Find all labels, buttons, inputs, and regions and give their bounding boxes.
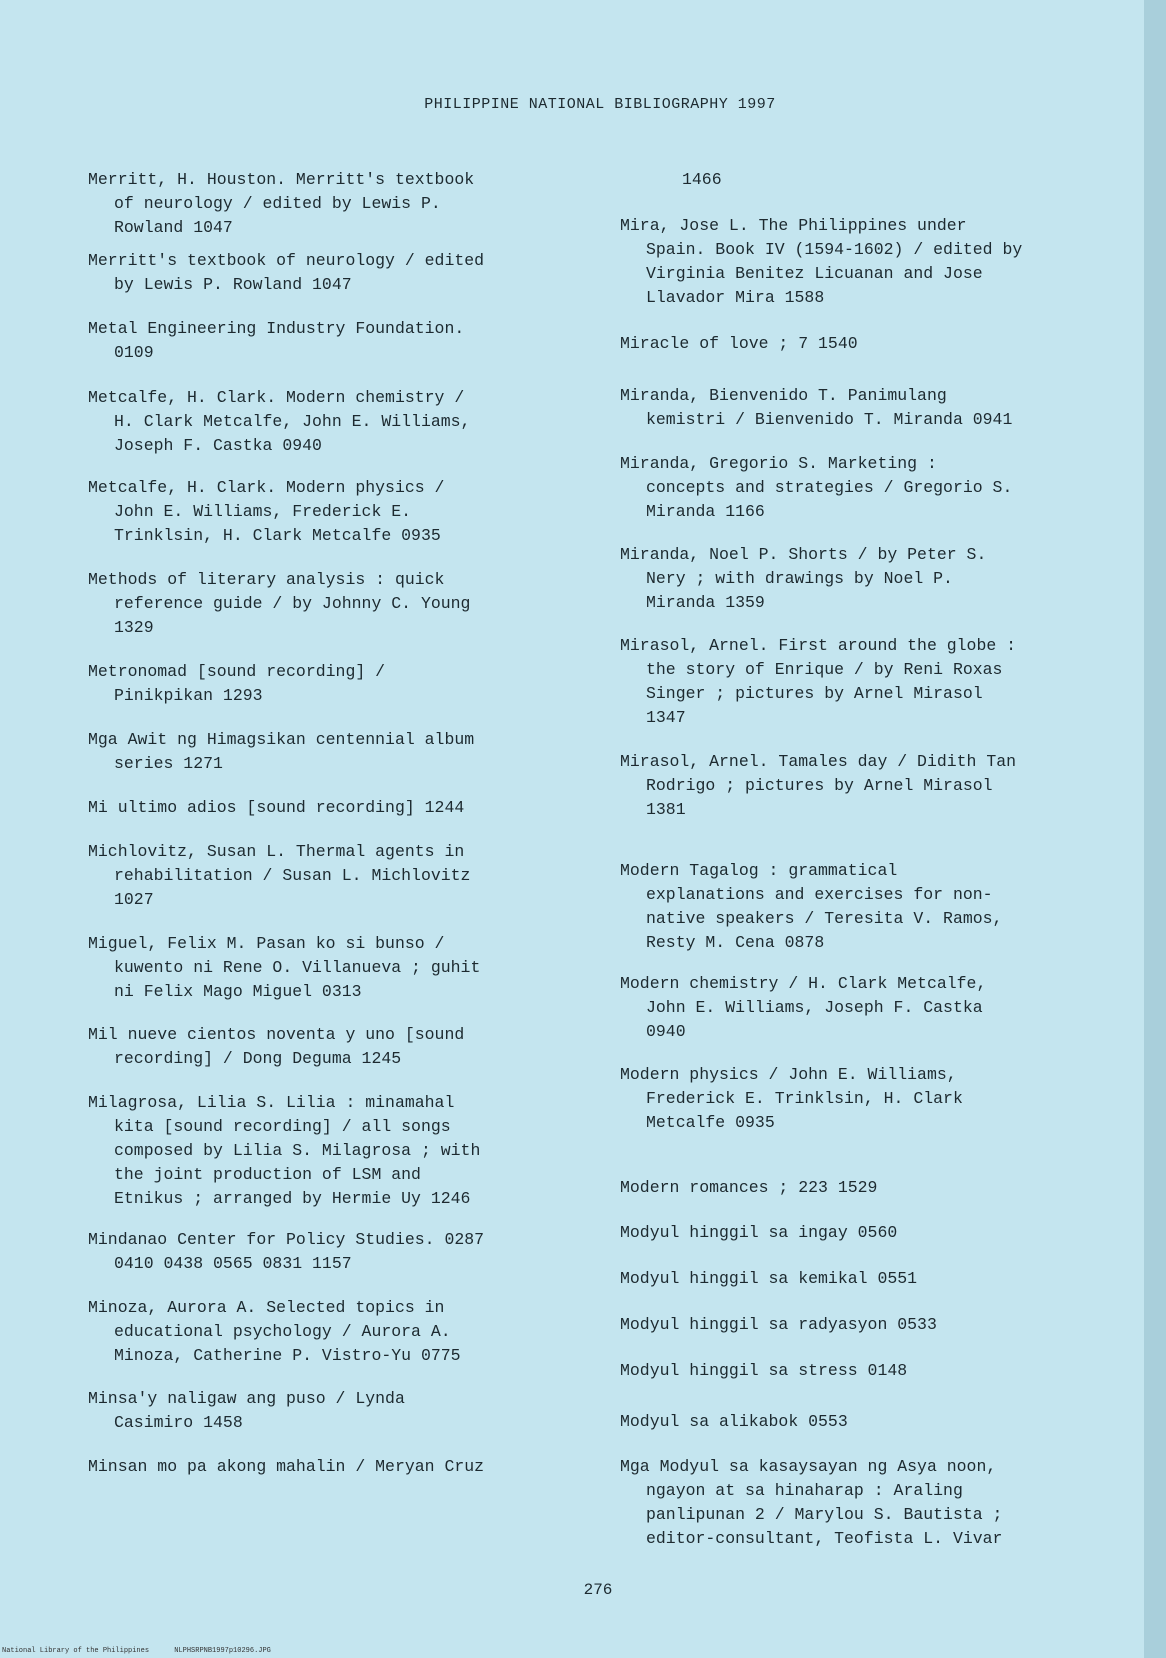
index-entry: 1466 — [682, 170, 722, 189]
index-entry: Mga Modyul sa kasaysayan ng Asya noon, ngayon at sa hinaharap : Araling panlipunan 2 / Marylou S. Bautista ; editor-consultant, Teofista L. Vivar — [620, 1457, 1003, 1548]
index-entry: Metronomad [sound recording] / Pinikpikan 1293 — [88, 662, 386, 705]
index-entry: Methods of literary analysis : quick reference guide / by Johnny C. Young 1329 — [88, 570, 471, 637]
scan-footer — [2, 1647, 271, 1655]
index-entry: Metcalfe, H. Clark. Modern physics / John E. Williams, Frederick E. Trinklsin, H. Clark Metcalfe 0935 — [88, 478, 445, 545]
index-entry: Mga Awit ng Himagsikan centennial album series 1271 — [88, 730, 475, 773]
index-entry: Minoza, Aurora A. Selected topics in educational psychology / Aurora A. Minoza, Catherine P. Vistro-Yu 0775 — [88, 1298, 461, 1365]
index-entry: Miranda, Gregorio S. Marketing : concepts and strategies / Gregorio S. Miranda 1166 — [620, 454, 1013, 521]
running-title: PHILIPPINE NATIONAL BIBLIOGRAPHY 1997 — [424, 96, 776, 113]
index-entry: Metal Engineering Industry Foundation. 0109 — [88, 319, 465, 362]
index-entry: Miguel, Felix M. Pasan ko si bunso / kuwento ni Rene O. Villanueva ; guhit ni Felix Mago Miguel 0313 — [88, 934, 481, 1001]
index-entry: Michlovitz, Susan L. Thermal agents in rehabilitation / Susan L. Michlovitz 1027 — [88, 842, 471, 909]
index-entry: Miranda, Bienvenido T. Panimulang kemistri / Bienvenido T. Miranda 0941 — [620, 386, 1013, 429]
index-entry: Modern Tagalog : grammatical explanations and exercises for non- native speakers / Teresita V. Ramos, Resty M. Cena 0878 — [620, 861, 1003, 952]
index-entry: Merritt, H. Houston. Merritt's textbook of neurology / edited by Lewis P. Rowland 1047 — [88, 170, 475, 237]
index-entry: Mi ultimo adios [sound recording] 1244 — [88, 798, 465, 817]
index-entry: Milagrosa, Lilia S. Lilia : minamahal kita [sound recording] / all songs composed by Lilia S. Milagrosa ; with the joint production of LSM and Etnikus ; arranged by Hermie Uy 1246 — [88, 1093, 481, 1208]
index-entry: Modern chemistry / H. Clark Metcalfe, John E. Williams, Joseph F. Castka 0940 — [620, 974, 987, 1041]
index-entry: Mirasol, Arnel. Tamales day / Didith Tan Rodrigo ; pictures by Arnel Mirasol 1381 — [620, 752, 1017, 819]
index-entry: Modern romances ; 223 1529 — [620, 1178, 878, 1197]
index-entry: Metcalfe, H. Clark. Modern chemistry / H. Clark Metcalfe, John E. Williams, Joseph F. Castka 0940 — [88, 388, 471, 455]
index-entry: Modyul hinggil sa radyasyon 0533 — [620, 1315, 937, 1334]
index-entry: Modyul sa alikabok 0553 — [620, 1412, 848, 1431]
index-entry: Mindanao Center for Policy Studies. 0287 0410 0438 0565 0831 1157 — [88, 1230, 485, 1273]
index-entry: Modern physics / John E. Williams, Frederick E. Trinklsin, H. Clark Metcalfe 0935 — [620, 1065, 963, 1132]
index-entry: Minsan mo pa akong mahalin / Meryan Cruz — [88, 1457, 485, 1476]
index-entry: Mirasol, Arnel. First around the globe : the story of Enrique / by Reni Roxas Singer ; pictures by Arnel Mirasol 1347 — [620, 636, 1017, 727]
index-entry: Minsa'y naligaw ang puso / Lynda Casimiro 1458 — [88, 1389, 405, 1432]
index-entry: Miracle of love ; 7 1540 — [620, 334, 858, 353]
footer-library: National Library of the Philippines — [2, 1647, 150, 1655]
index-entry: Modyul hinggil sa ingay 0560 — [620, 1223, 898, 1242]
footer-file-id: NLPHSRPNB1997p10296.JPG — [174, 1647, 271, 1655]
index-entry: Mil nueve cientos noventa y uno [sound recording] / Dong Deguma 1245 — [88, 1025, 465, 1068]
index-entry: Mira, Jose L. The Philippines under Spain. Book IV (1594-1602) / edited by Virginia Benitez Licuanan and Jose Llavador Mira 1588 — [620, 216, 1023, 307]
index-entry: Merritt's textbook of neurology / edited by Lewis P. Rowland 1047 — [88, 251, 485, 294]
index-entry: Modyul hinggil sa kemikal 0551 — [620, 1269, 918, 1288]
page-edge-band — [1144, 0, 1166, 1658]
index-entry: Modyul hinggil sa stress 0148 — [620, 1361, 908, 1380]
index-entry: Miranda, Noel P. Shorts / by Peter S. Nery ; with drawings by Noel P. Miranda 1359 — [620, 545, 987, 612]
page-number: 276 — [583, 1581, 613, 1599]
